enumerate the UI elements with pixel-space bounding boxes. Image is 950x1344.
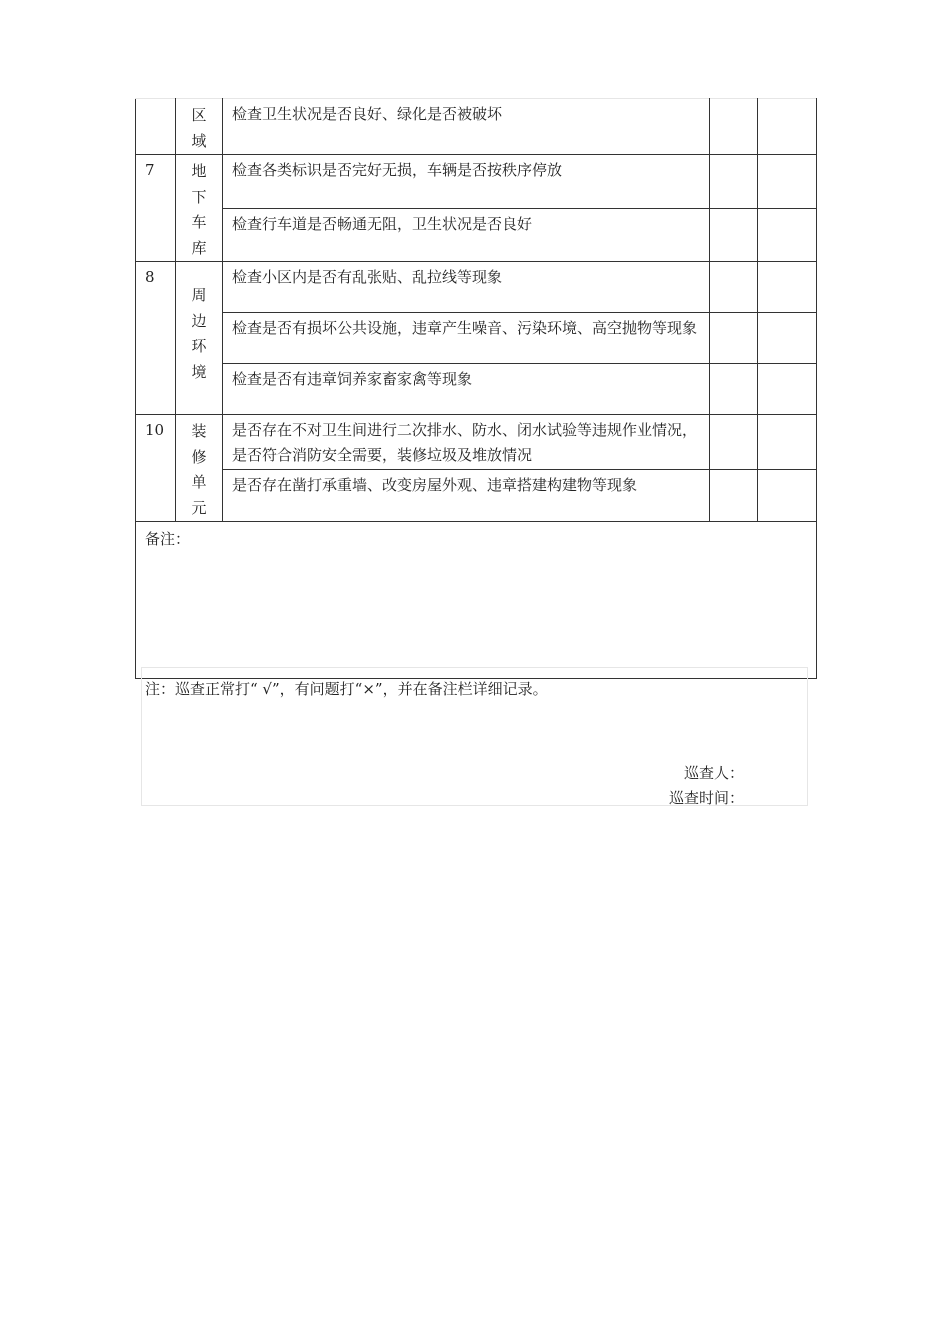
check-mark-cell[interactable] xyxy=(710,99,758,155)
check-mark-cell[interactable] xyxy=(758,155,817,209)
table-row xyxy=(136,364,817,415)
check-mark-cell[interactable] xyxy=(710,262,758,313)
area-label: 区域 xyxy=(191,106,207,150)
area-cell xyxy=(176,155,223,262)
remarks-row xyxy=(136,522,817,679)
check-item: 检查小区内是否有乱张贴、乱拉线等现象 xyxy=(223,262,710,313)
check-item: 是否存在不对卫生间进行二次排水、防水、闭水试验等违规作业情况，是否符合消防安全需要，装修垃圾及堆放情况 xyxy=(223,415,710,470)
row-number: 8 xyxy=(136,262,176,415)
check-mark-cell[interactable] xyxy=(758,415,817,470)
check-mark-cell[interactable] xyxy=(710,415,758,470)
check-item: 检查卫生状况是否良好、绿化是否被破坏 xyxy=(223,99,710,155)
area-label: 装修单元 xyxy=(191,422,207,517)
check-mark-cell[interactable] xyxy=(758,364,817,415)
check-mark-cell[interactable] xyxy=(710,470,758,522)
table-row xyxy=(136,313,817,364)
inspection-time-label: 巡查时间： xyxy=(668,789,744,807)
check-mark-cell[interactable] xyxy=(710,155,758,209)
table-row xyxy=(136,208,817,262)
table-row xyxy=(136,415,817,470)
area-label: 周边环境 xyxy=(191,286,207,381)
area-cell xyxy=(176,99,223,155)
table-row xyxy=(136,99,817,155)
inspection-table xyxy=(135,98,817,679)
remarks-label: 备注： xyxy=(145,530,191,548)
remarks-field[interactable] xyxy=(136,522,817,679)
footer-note-box xyxy=(141,667,808,806)
row-number: 10 xyxy=(136,415,176,522)
check-mark-cell[interactable] xyxy=(710,364,758,415)
row-number xyxy=(136,99,176,155)
area-cell xyxy=(176,415,223,522)
check-item: 检查各类标识是否完好无损，车辆是否按秩序停放 xyxy=(223,155,710,209)
check-item: 检查是否有损坏公共设施，违章产生噪音、污染环境、高空抛物等现象 xyxy=(223,313,710,364)
row-number: 7 xyxy=(136,155,176,262)
check-mark-cell[interactable] xyxy=(710,208,758,262)
check-mark-cell[interactable] xyxy=(758,262,817,313)
table-row xyxy=(136,155,817,209)
check-mark-cell[interactable] xyxy=(758,313,817,364)
check-mark-cell[interactable] xyxy=(758,99,817,155)
table-row xyxy=(136,470,817,522)
check-item: 检查是否有违章饲养家畜家禽等现象 xyxy=(223,364,710,415)
check-mark-cell[interactable] xyxy=(758,208,817,262)
table-row xyxy=(136,262,817,313)
check-item: 检查行车道是否畅通无阻，卫生状况是否良好 xyxy=(223,208,710,262)
inspector-label: 巡查人： xyxy=(683,764,744,782)
check-item: 是否存在凿打承重墙、改变房屋外观、违章搭建构建物等现象 xyxy=(223,470,710,522)
check-mark-cell[interactable] xyxy=(758,470,817,522)
area-cell xyxy=(176,262,223,415)
marking-note: 注：巡查正常打“ √”，有问题打“×”，并在备注栏详细记录。 xyxy=(145,680,548,698)
check-mark-cell[interactable] xyxy=(710,313,758,364)
area-label: 地下车库 xyxy=(191,162,207,257)
